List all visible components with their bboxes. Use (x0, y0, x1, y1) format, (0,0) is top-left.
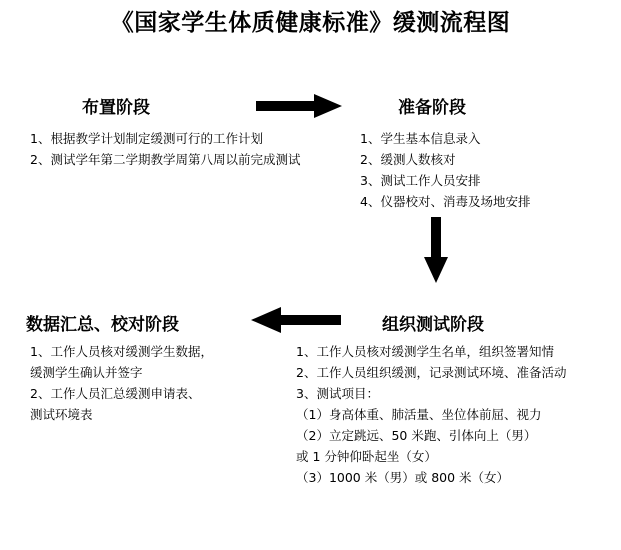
stage-layout-list (30, 128, 300, 170)
stage-organize-item: 1、工作人员核对缓测学生名单，组织签署知情 (296, 344, 554, 359)
diagram-title: 《国家学生体质健康标准》缓测流程图 (110, 10, 511, 36)
stage-layout-item: 2、测试学年第二学期教学周第八周以前完成测试 (30, 152, 301, 167)
stage-organize-item: （2）立定跳远、50 米跑、引体向上（男） (296, 428, 537, 443)
stage-summary-heading: 数据汇总、校对阶段 (26, 315, 179, 335)
stage-prepare-heading: 准备阶段 (398, 98, 466, 118)
stage-organize-item: 3、测试项目： (296, 386, 379, 401)
stage-summary-item: 2、工作人员汇总缓测申请表、 (30, 386, 201, 401)
stage-layout-item: 1、根据教学计划制定缓测可行的工作计划 (30, 131, 263, 146)
stage-organize-heading: 组织测试阶段 (382, 315, 484, 335)
stage-prepare-item: 1、学生基本信息录入 (360, 131, 481, 146)
stage-summary-item: 测试环境表 (30, 407, 93, 422)
stage-organize-item: （1）身高体重、肺活量、坐位体前屈、视力 (296, 407, 542, 422)
stage-organize-item: （3）1000 米（男）或 800 米（女） (296, 470, 510, 485)
stage-layout-heading: 布置阶段 (82, 98, 150, 118)
stage-organize-list (296, 341, 566, 488)
stage-prepare-item: 4、仪器校对、消毒及场地安排 (360, 194, 531, 209)
stage-organize-item: 或 1 分钟仰卧起坐（女） (296, 449, 437, 464)
stage-summary-item: 缓测学生确认并签字 (30, 365, 143, 380)
stage-organize-item: 2、工作人员组织缓测，记录测试环境、准备活动 (296, 365, 567, 380)
arrow-down-icon (424, 217, 448, 283)
stage-summary-list (30, 341, 213, 425)
arrow-left-icon (251, 307, 341, 333)
stage-prepare-list (360, 128, 530, 212)
stage-prepare-item: 2、缓测人数核对 (360, 152, 456, 167)
stage-summary-item: 1、工作人员核对缓测学生数据， (30, 344, 213, 359)
arrow-right-icon (256, 94, 342, 118)
stage-prepare-item: 3、测试工作人员安排 (360, 173, 481, 188)
